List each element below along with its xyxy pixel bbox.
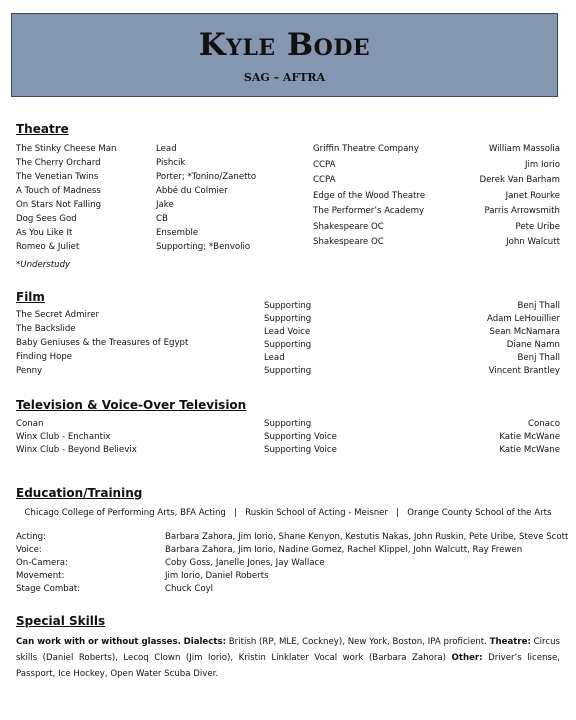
- special-skills-paragraph: [16, 634, 560, 682]
- tv-role: Supporting Voice: [264, 432, 337, 442]
- section-title-film: Film: [16, 290, 45, 304]
- skills-other-label: Other:: [451, 653, 483, 663]
- film-director: Sean McNamara: [489, 327, 560, 337]
- theatre-company: Griffin Theatre Company: [313, 144, 419, 154]
- skills-theatre-label: Theatre:: [489, 637, 531, 647]
- theatre-title: Dog Sees God: [16, 214, 77, 224]
- film-title: The Secret Admirer: [16, 310, 100, 320]
- section-title-education: Education/Training: [16, 486, 143, 500]
- theatre-director: John Walcutt: [506, 237, 560, 247]
- theatre-director: Pete Uribe: [515, 221, 560, 232]
- film-director: Benj Thall: [517, 353, 560, 363]
- tv-role: Supporting Voice: [264, 445, 337, 455]
- skills-glasses-label: Can work with or without glasses.: [16, 637, 181, 647]
- training-label: On-Camera:: [16, 558, 68, 568]
- theatre-company: Shakespeare OC: [313, 221, 384, 232]
- theatre-title: As You Like It: [16, 228, 73, 238]
- theatre-title: Romeo & Juliet: [16, 242, 80, 252]
- theatre-roles: [156, 142, 256, 254]
- theatre-titles: [16, 142, 117, 254]
- skills-dialects-text: British (RP, MLE, Cockney), New York, Boston, IPA proficient.: [226, 637, 490, 647]
- training-label: Acting:: [16, 532, 47, 542]
- film-role: Lead: [264, 353, 285, 363]
- tv-titles: [16, 418, 137, 457]
- theatre-director: Jim Iorio: [525, 159, 560, 170]
- training-teachers-line: Barbara Zahora, Jim Iorio, Shane Kenyon, Kestutis Nakas, John Ruskin, Pete Uribe, Steve Scott: [165, 532, 569, 542]
- tv-producer: Katie McWane: [499, 445, 560, 455]
- theatre-director: Parris Arrowsmith: [484, 206, 560, 216]
- film-title: The Backslide: [16, 324, 76, 334]
- understudy-note: *Understudy: [16, 260, 71, 270]
- theatre-role: CB: [156, 214, 168, 224]
- resume-header: [11, 13, 558, 97]
- training-labels: [16, 531, 80, 596]
- theatre-title: The Venetian Twins: [16, 172, 99, 182]
- tv-producer: Katie McWane: [499, 432, 560, 442]
- film-roles: [264, 300, 311, 378]
- theatre-role: Supporting; *Benvolio: [156, 242, 251, 252]
- schools-line: Chicago College of Performing Arts, BFA Acting | Ruskin School of Acting - Meisner | Orange County School of the Arts: [24, 508, 552, 518]
- theatre-title: The Stinky Cheese Man: [16, 144, 117, 154]
- training-label: Voice:: [16, 545, 42, 555]
- film-directors: [487, 300, 560, 378]
- film-title: Finding Hope: [16, 352, 73, 362]
- film-title: Penny: [16, 366, 43, 376]
- theatre-company: Shakespeare OC: [313, 237, 384, 247]
- skills-theatre-text: Circus skills (Daniel Roberts), Lecoq Clown (Jim Iorio), Kristin Linklater Vocal work (Barbara Zahora): [16, 637, 561, 663]
- theatre-title: A Touch of Madness: [16, 186, 101, 196]
- film-role: Lead Voice: [264, 327, 311, 337]
- film-role: Supporting: [264, 314, 312, 324]
- theatre-role: Lead: [156, 144, 177, 154]
- training-teachers-line: Coby Goss, Janelle Jones, Jay Wallace: [165, 558, 325, 568]
- theatre-company: Edge of the Wood Theatre: [313, 190, 426, 201]
- film-director: Adam LeHouillier: [486, 314, 560, 324]
- section-title-television: Television & Voice-Over Television: [16, 398, 247, 412]
- section-title-special-skills: Special Skills: [16, 614, 106, 628]
- theatre-companies: [313, 142, 425, 251]
- theatre-company: CCPA: [313, 175, 336, 185]
- training-teachers-line: Barbara Zahora, Jim Iorio, Nadine Gomez, Rachel Klippel, John Walcutt, Ray Frewen: [165, 545, 523, 555]
- film-role: Supporting: [264, 301, 312, 311]
- theatre-director: Janet Rourke: [505, 190, 560, 201]
- training-label: Movement:: [16, 571, 65, 581]
- training-teachers-line: Jim Iorio, Daniel Roberts: [165, 571, 269, 581]
- film-director: Vincent Brantley: [488, 366, 560, 376]
- training-label: Stage Combat:: [16, 584, 81, 594]
- theatre-role: Pishcik: [156, 158, 186, 168]
- training-teachers: [165, 531, 568, 596]
- union-affiliation: SAG – AFTRA: [243, 71, 326, 84]
- theatre-role: Abbé du Colmier: [156, 186, 228, 196]
- film-titles: [16, 308, 188, 378]
- theatre-director: William Massolia: [488, 144, 560, 154]
- film-role: Supporting: [264, 366, 312, 376]
- tv-title: Conan: [16, 419, 44, 429]
- actor-name: Kyle Bode: [198, 27, 371, 63]
- theatre-title: The Cherry Orchard: [16, 158, 101, 168]
- film-director: Benj Thall: [517, 301, 560, 311]
- theatre-director: Derek Van Barham: [479, 175, 560, 185]
- tv-producers: [499, 418, 560, 457]
- theatre-directors: [479, 142, 560, 251]
- tv-roles: [264, 418, 337, 457]
- tv-role: Supporting: [264, 419, 312, 429]
- film-director: Diane Namn: [506, 340, 560, 350]
- theatre-company: CCPA: [313, 159, 336, 170]
- theatre-role: Porter; *Tonino/Zanetto: [156, 172, 257, 182]
- theatre-role: Ensemble: [156, 228, 199, 238]
- skills-other-text: Driver’s license, Passport, Ice Hockey, Open Water Scuba Diver.: [16, 653, 560, 679]
- theatre-role: Jake: [156, 200, 174, 210]
- theatre-company: The Performer’s Academy: [313, 206, 425, 216]
- theatre-title: On Stars Not Falling: [16, 200, 102, 210]
- tv-title: Winx Club - Beyond Believix: [16, 445, 137, 455]
- tv-producer: Conaco: [528, 419, 560, 429]
- tv-title: Winx Club - Enchantix: [16, 432, 111, 442]
- film-title: Baby Geniuses & the Treasures of Egypt: [16, 338, 189, 348]
- skills-dialects-label: Dialects:: [183, 637, 227, 647]
- training-teachers-line: Chuck Coyl: [165, 584, 214, 594]
- film-role: Supporting: [264, 340, 312, 350]
- section-title-theatre: Theatre: [16, 122, 69, 136]
